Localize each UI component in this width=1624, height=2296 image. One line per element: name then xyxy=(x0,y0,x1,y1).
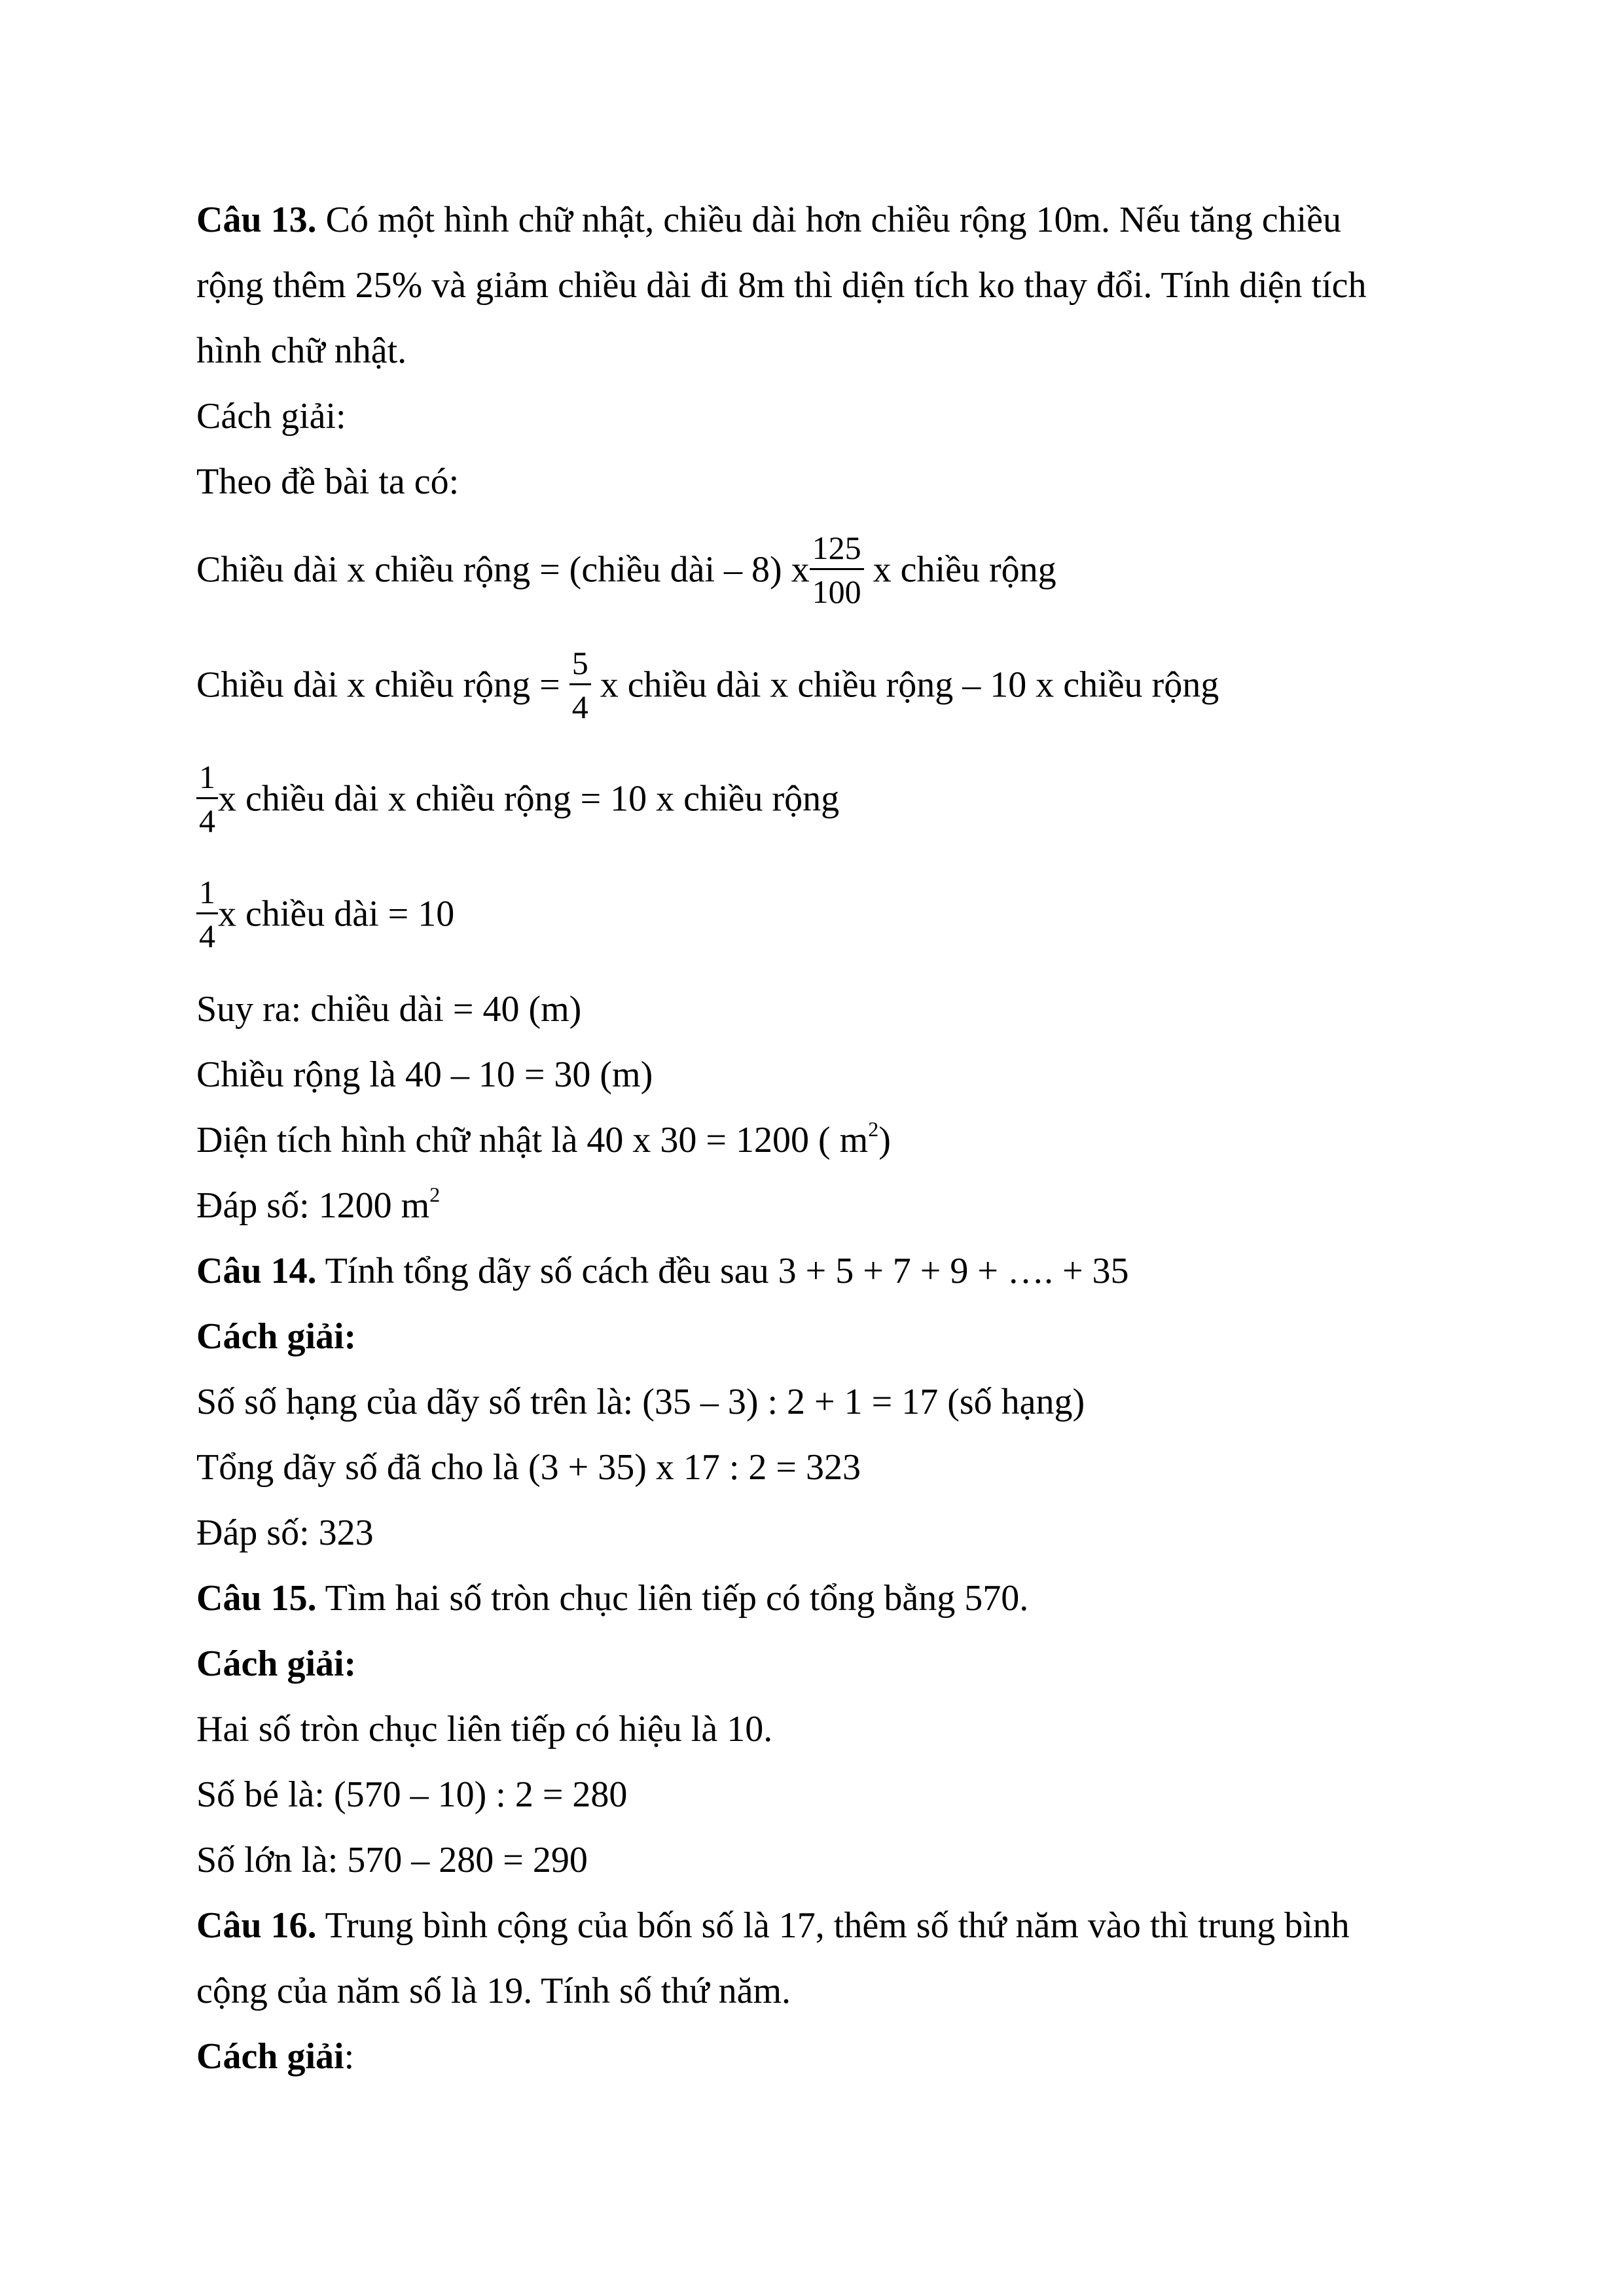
q13-statement-line2: rộng thêm 25% và giảm chiều dài đi 8m thì diện tích ko thay đổi. Tính diện tích xyxy=(196,265,1367,306)
q13-equation-4 xyxy=(196,876,454,952)
fraction-numerator: 125 xyxy=(810,531,864,570)
q15-text: Tìm hai số tròn chục liên tiếp có tổng bằng 570. xyxy=(316,1578,1029,1619)
q15-label: Câu 15. xyxy=(196,1578,317,1619)
area-text: Diện tích hình chữ nhật là 40 x 30 = 1200 ( m xyxy=(196,1120,869,1160)
q14-answer: Đáp số: 323 xyxy=(196,1513,374,1553)
area-close-paren: ) xyxy=(878,1120,891,1160)
q13-width-result: Chiều rộng là 40 – 10 = 30 (m) xyxy=(196,1054,653,1095)
eq2-left: Chiều dài x chiều rộng = xyxy=(196,664,569,706)
eq1-right: x chiều rộng xyxy=(863,549,1056,590)
eq3-right: x chiều dài x chiều rộng = 10 x chiều rộng xyxy=(218,778,840,819)
q15-line1: Hai số tròn chục liên tiếp có hiệu là 10. xyxy=(196,1709,773,1749)
q15-statement xyxy=(196,1580,1028,1617)
q14-statement xyxy=(196,1253,1129,1289)
q14-method-heading: Cách giải: xyxy=(196,1316,357,1357)
answer-superscript: 2 xyxy=(429,1183,441,1206)
q13-label: Câu 13. xyxy=(196,200,317,240)
q16-text1: Trung bình cộng của bốn số là 17, thêm số thứ năm vào thì trung bình xyxy=(316,1905,1350,1946)
fraction-denominator: 4 xyxy=(199,918,215,954)
fraction-numerator: 5 xyxy=(569,647,591,685)
fraction-denominator: 4 xyxy=(571,689,588,725)
q13-equation-3 xyxy=(196,761,839,837)
q14-line1: Số số hạng của dãy số trên là: (35 – 3) : 2 + 1 = 17 (số hạng) xyxy=(196,1382,1085,1422)
q14-text: Tính tổng dãy số cách đều sau 3 + 5 + 7 + 9 + …. + 35 xyxy=(316,1251,1129,1291)
q15-method-heading: Cách giải: xyxy=(196,1643,357,1684)
area-superscript: 2 xyxy=(868,1117,879,1141)
q13-equation-2 xyxy=(196,647,1219,723)
q14-line2: Tổng dãy số đã cho là (3 + 35) x 17 : 2 = 323 xyxy=(196,1447,861,1488)
fraction-1-4 xyxy=(196,876,218,952)
fraction-numerator: 1 xyxy=(196,876,218,914)
q13-text1: Có một hình chữ nhật, chiều dài hơn chiều rộng 10m. Nếu tăng chiều xyxy=(316,200,1341,240)
answer-text: Đáp số: 1200 m xyxy=(196,1185,430,1226)
q13-answer xyxy=(196,1183,441,1226)
fraction-1-4 xyxy=(196,761,218,837)
q15-line2: Số bé là: (570 – 10) : 2 = 280 xyxy=(196,1774,628,1815)
fraction-5-4 xyxy=(569,647,591,723)
q16-label: Câu 16. xyxy=(196,1905,317,1946)
method-colon: : xyxy=(344,2036,355,2077)
fraction-numerator: 1 xyxy=(196,761,218,799)
fraction-denominator: 100 xyxy=(812,573,861,610)
eq4-right: x chiều dài = 10 xyxy=(218,893,455,935)
fraction-denominator: 4 xyxy=(199,802,215,839)
q13-length-result: Suy ra: chiều dài = 40 (m) xyxy=(196,989,582,1030)
q13-statement-line3: hình chữ nhật. xyxy=(196,331,407,371)
q13-area-result xyxy=(196,1117,891,1160)
document-page xyxy=(196,0,1440,2296)
method-label: Cách giải xyxy=(196,2036,344,2077)
q16-method-heading xyxy=(196,2038,354,2075)
q14-label: Câu 14. xyxy=(196,1251,317,1291)
q15-line3: Số lớn là: 570 – 280 = 290 xyxy=(196,1840,588,1880)
q13-method-heading: Cách giải: xyxy=(196,396,346,437)
q13-equation-1 xyxy=(196,531,1056,608)
q16-statement-line2: cộng của năm số là 19. Tính số thứ năm. xyxy=(196,1971,791,2011)
eq1-left: Chiều dài x chiều rộng = (chiều dài – 8) x xyxy=(196,549,810,590)
q13-given: Theo đề bài ta có: xyxy=(196,461,460,502)
q16-statement-line1 xyxy=(196,1907,1350,1944)
fraction-125-100 xyxy=(810,531,864,608)
eq2-right: x chiều dài x chiều rộng – 10 x chiều rộng xyxy=(590,664,1219,706)
q13-statement-line1 xyxy=(196,202,1341,238)
